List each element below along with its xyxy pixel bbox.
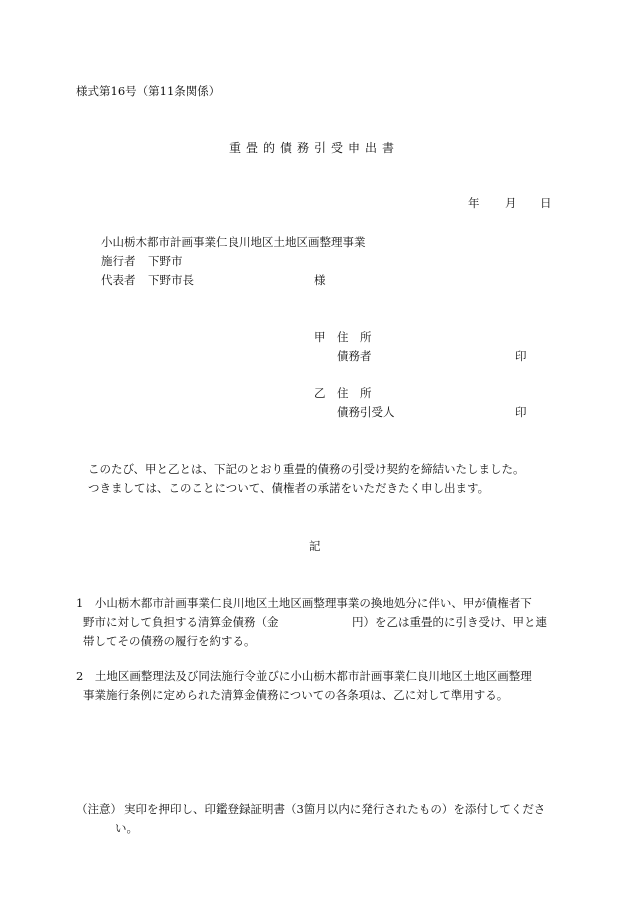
date-month: 月 [505, 196, 517, 210]
note-label: （注意） [76, 802, 122, 816]
item-1-line-2b: 円）を乙は重畳的に引き受け、甲と連 [352, 615, 548, 629]
representative-label: 代表者 [101, 273, 136, 287]
party-a-mark: 甲 [314, 330, 326, 344]
document-title: 重畳的債務引受申出書 [229, 141, 400, 155]
date-day: 日 [540, 196, 552, 210]
item-2-line-1: 2 土地区画整理法及び同法施行令並びに小山栃木都市計画事業仁良川地区土地区画整理 [76, 669, 532, 683]
note-line-1: 実印を押印し、印鑑登録証明書（3箇月以内に発行されたもの）を添付してくださ [124, 802, 546, 816]
executor-label: 施行者 [101, 254, 136, 268]
item-1-line-1: 1 小山栃木都市計画事業仁良川地区土地区画整理事業の換地処分に伴い、甲が債権者下 [76, 596, 532, 610]
body-line-1: このたび、甲と乙とは、下記のとおり重畳的債務の引受け契約を締結いたしました。 [88, 462, 525, 476]
honorific: 様 [314, 273, 326, 287]
party-b-address-label: 住 所 [337, 386, 372, 400]
project-name: 小山栃木都市計画事業仁良川地区土地区画整理事業 [101, 235, 366, 249]
ki-heading: 記 [309, 539, 321, 553]
party-b-mark: 乙 [314, 386, 326, 400]
party-b-seal: 印 [515, 405, 527, 419]
body-line-2: つきましては、このことについて、債権者の承諾をいただきたく申し出ます。 [88, 481, 490, 495]
party-a-seal: 印 [515, 349, 527, 363]
item-1-line-3: 帯してその債務の履行を約する。 [83, 634, 256, 648]
item-1-line-2a: 野市に対して負担する清算金債務（金 [83, 615, 279, 629]
executor-value: 下野市 [148, 254, 183, 268]
party-b-role-label: 債務引受人 [337, 405, 395, 419]
party-a-address-label: 住 所 [337, 330, 372, 344]
representative-value: 下野市長 [148, 273, 194, 287]
item-2-line-2: 事業施行条例に定められた清算金債務についての各条項は、乙に対して準用する。 [83, 688, 509, 702]
date-year: 年 [468, 196, 480, 210]
note-line-2: い。 [115, 821, 138, 835]
party-a-role-label: 債務者 [337, 349, 372, 363]
form-number-label: 様式第16号（第11条関係） [76, 84, 221, 98]
